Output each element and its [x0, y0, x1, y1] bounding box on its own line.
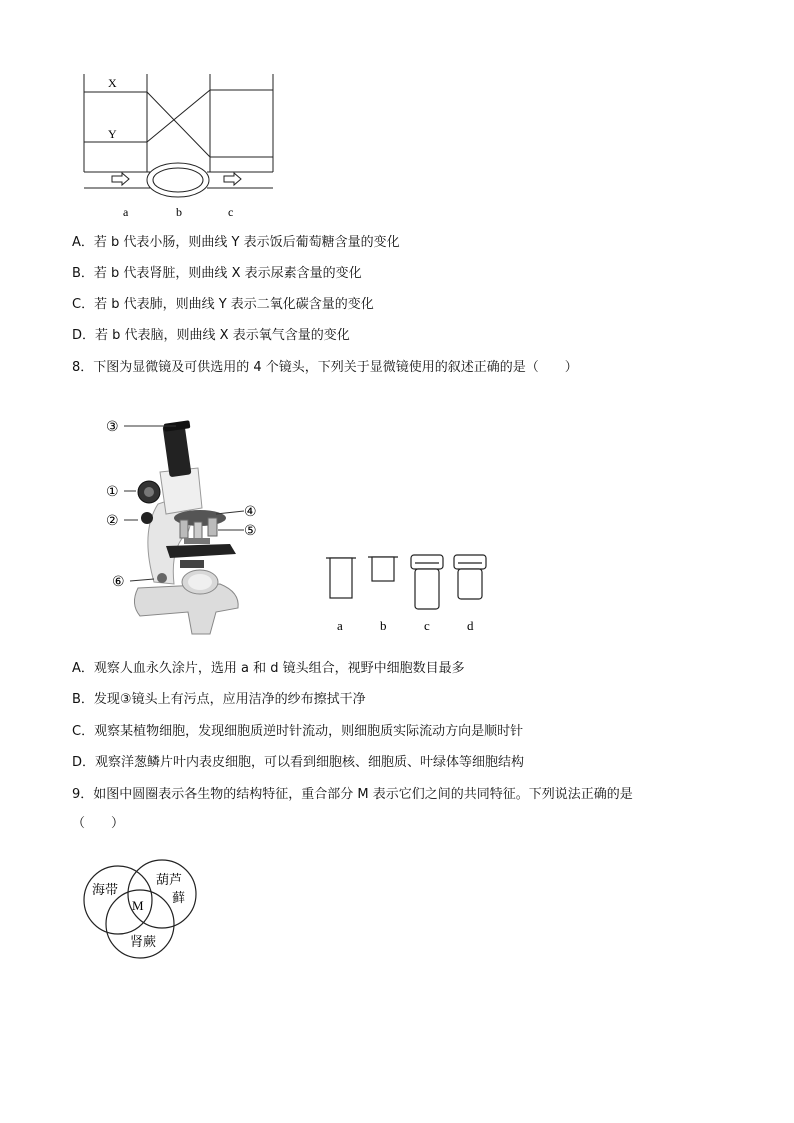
label-c: c [228, 205, 234, 219]
label-y: Y [108, 127, 117, 141]
q7-option-a: A．若 b 代表小肠，则曲线 Y 表示饭后葡萄糖含量的变化 [72, 235, 400, 250]
lens-b [368, 557, 398, 581]
label-x: X [108, 76, 117, 90]
venn-label-left: 海带 [92, 883, 119, 898]
callout-1: ① [106, 484, 119, 500]
venn-circle-right [128, 860, 196, 928]
lens-label-d: d [467, 618, 474, 633]
venn-label-right-bottom: 藓 [172, 891, 186, 906]
callout-4: ④ [244, 504, 257, 520]
label-b: b [176, 205, 182, 219]
q8-option-a: A．观察人血永久涂片，选用 a 和 d 镜头组合，视野中细胞数目最多 [72, 661, 465, 676]
flow-arrow-left-icon [112, 173, 129, 185]
q8-option-b: B．发现③镜头上有污点，应用洁净的纱布擦拭干净 [72, 692, 366, 707]
lens-c [411, 555, 443, 609]
lens-label-b: b [380, 618, 387, 633]
q9-stem-line1: 9．如图中圆圈表示各生物的结构特征，重合部分 M 表示它们之间的共同特征。下列说法正确的是 [72, 787, 633, 802]
lens-d [454, 555, 486, 599]
lens-label-a: a [337, 618, 343, 633]
venn-label-bottom: 肾蕨 [130, 935, 157, 950]
q9-stem-line2: （ ） [72, 816, 125, 831]
q7-option-c: C．若 b 代表肺，则曲线 Y 表示二氧化碳含量的变化 [72, 297, 374, 312]
microscope-callouts [104, 414, 274, 594]
q8-option-d: D．观察洋葱鳞片叶内表皮细胞，可以看到细胞核、细胞质、叶绿体等细胞结构 [72, 755, 525, 770]
label-a: a [123, 205, 129, 219]
curve-x [84, 92, 273, 157]
lens-set [322, 552, 502, 642]
q7-option-d: D．若 b 代表脑，则曲线 X 表示氧气含量的变化 [72, 328, 350, 343]
callout-3: ③ [106, 419, 119, 435]
q7-diagram [80, 72, 280, 222]
lens-a [326, 558, 356, 598]
callout-6: ⑥ [112, 574, 125, 590]
lens-label-c: c [424, 618, 430, 633]
callout-5: ⑤ [244, 523, 257, 539]
q8-stem: 8．下图为显微镜及可供选用的 4 个镜头，下列关于显微镜使用的叙述正确的是（ ） [72, 360, 578, 375]
organ-b-inner [153, 168, 203, 192]
venn-label-center: M [132, 898, 144, 913]
callout-2: ② [106, 513, 119, 529]
venn-label-right-top: 葫芦 [156, 873, 183, 888]
venn-diagram [80, 858, 210, 968]
flow-arrow-right-icon [224, 173, 241, 185]
q8-option-c: C．观察某植物细胞，发现细胞质逆时针流动，则细胞质实际流动方向是顺时针 [72, 724, 524, 739]
q7-option-b: B．若 b 代表肾脏，则曲线 X 表示尿素含量的变化 [72, 266, 362, 281]
